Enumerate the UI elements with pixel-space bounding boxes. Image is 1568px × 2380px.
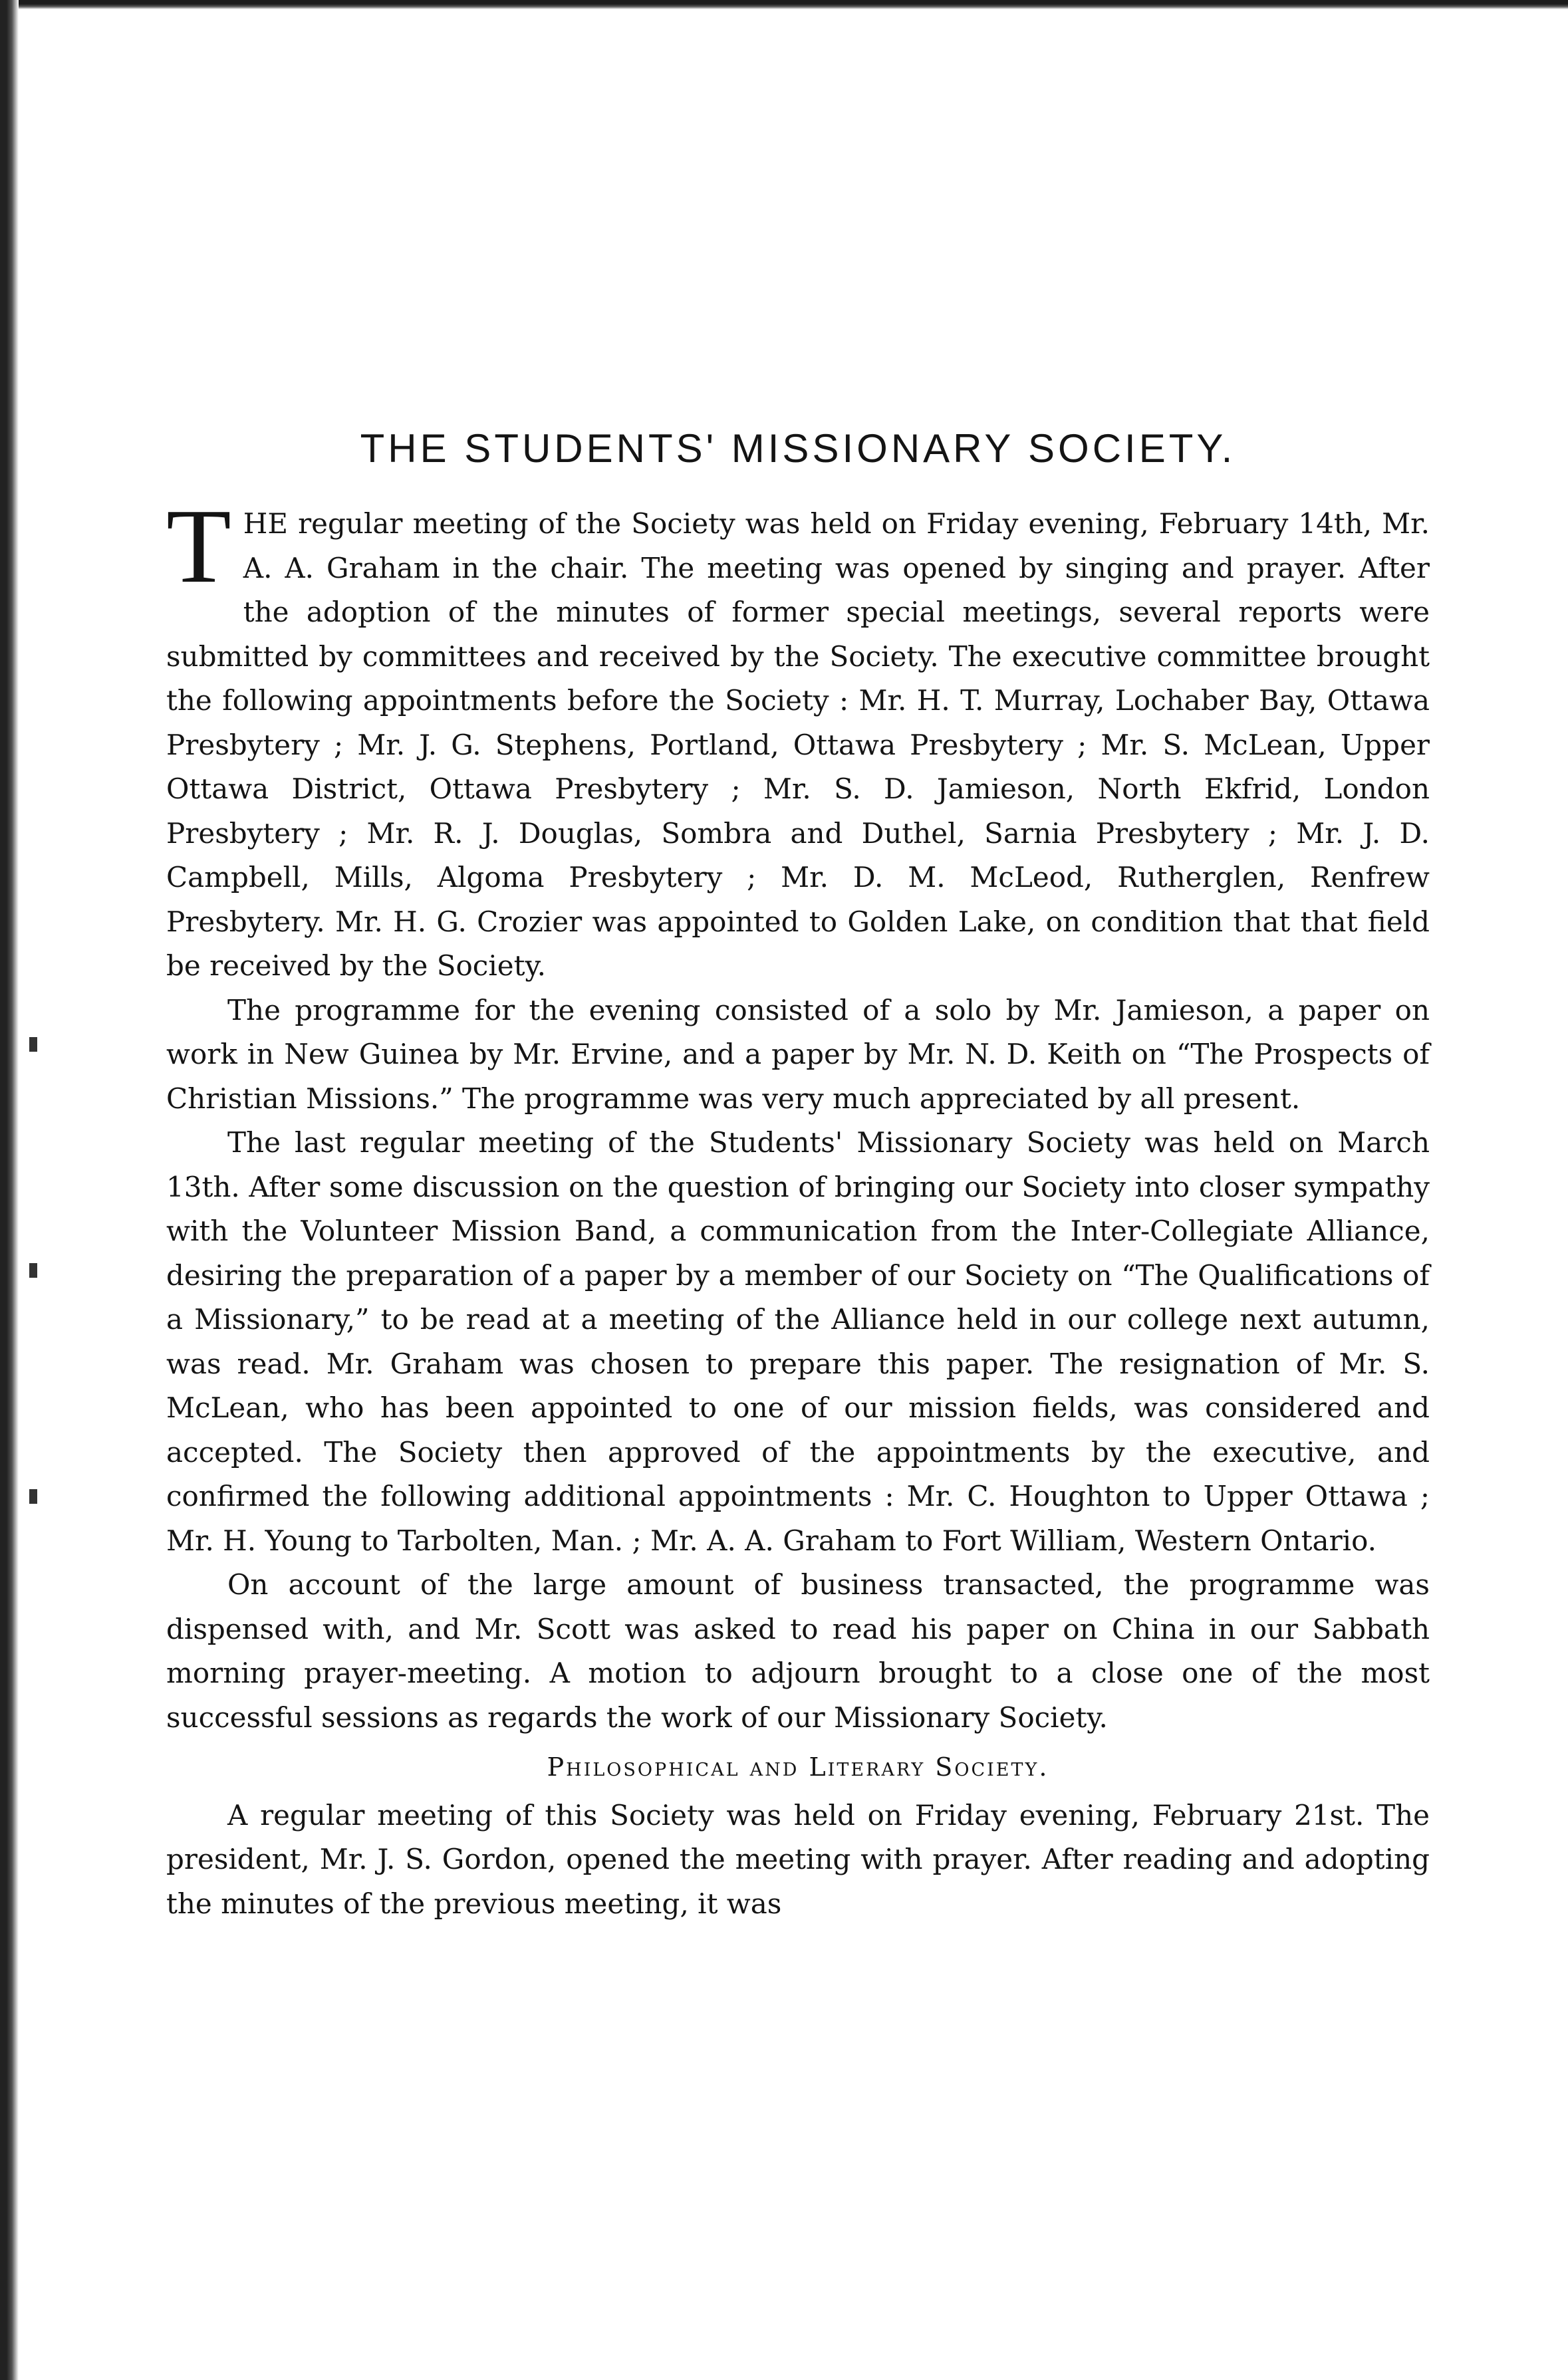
paragraph-2: The programme for the evening consisted of a solo by Mr. Jamieson, a paper on work in New Guinea by Mr. Ervine, and a paper by Mr. N. D. Keith on “The Prospects of Christian Missions.” The programme was very much appreciated by all present. [166, 993, 1430, 1115]
document-page [166, 425, 1430, 1926]
edge-mark [29, 1489, 37, 1504]
top-edge-rule [0, 0, 1568, 9]
section-heading: Philosophical and Literary Society. [547, 1752, 1049, 1782]
edge-mark [29, 1037, 37, 1052]
paragraph-4: On account of the large amount of business transacted, the programme was dispensed with, and Mr. Scott was asked to read his paper on China in our Sabbath morning prayer-meeting. A motion to adjourn brought to a close one of the most successful sessions as regards the work of our Missionary Society. [166, 1568, 1430, 1734]
paragraph-1-text: HE regular meeting of the Society was held on Friday evening, February 14th, Mr. A. A. Graham in the chair. The meeting was opened by singing and prayer. After the adoption of the minutes of former special meetings, several reports were submitted by committees and received by the Society. The executive committee brought the following appointments before the Society : Mr. H. T. Murray, Lochaber Bay, Ottawa Presbytery ; Mr. J. G. Stephens, Portland, Ottawa Presbytery ; Mr. S. McLean, Upper Ottawa District, Ottawa Presbytery ; Mr. S. D. Jamieson, North Ekfrid, London Presbytery ; Mr. R. J. Douglas, Sombra and Duthel, Sarnia Presbytery ; Mr. J. D. Campbell, Mills, Algoma Presbytery ; Mr. D. M. McLeod, Rutherglen, Renfrew Presbytery. Mr. H. G. Crozier was appointed to Golden Lake, on condition that that field be received by the Society. [166, 507, 1430, 982]
paragraph-5: A regular meeting of this Society was held on Friday evening, February 21st. The president, Mr. J. S. Gordon, opened the meeting with prayer. After reading and adopting the minutes of the previous meeting, it was [166, 1798, 1430, 1920]
drop-cap: T [166, 487, 231, 605]
paragraph-3: The last regular meeting of the Students' Missionary Society was held on March 13th. After some discussion on the question of bringing our Society into closer sympathy with the Volunteer Mission Band, a communication from the Inter-Collegiate Alliance, desiring the preparation of a paper by a member of our Society on “The Qualifications of a Missionary,” to be read at a meeting of the Alliance held in our college next autumn, was read. Mr. Graham was chosen to prepare this paper. The resignation of Mr. S. McLean, who has been appointed to one of our mission fields, was considered and accepted. The Society then approved of the appointments by the executive, and confirmed the following additional appointments : Mr. C. Houghton to Upper Ottawa ; Mr. H. Young to Tarbolten, Man. ; Mr. A. A. Graham to Fort William, Western Ontario. [166, 1126, 1430, 1557]
edge-mark [29, 1263, 37, 1278]
page-title: THE STUDENTS' MISSIONARY SOCIETY. [360, 426, 1236, 471]
left-binding-edge [0, 0, 19, 2380]
paragraph-1 [166, 487, 1430, 989]
